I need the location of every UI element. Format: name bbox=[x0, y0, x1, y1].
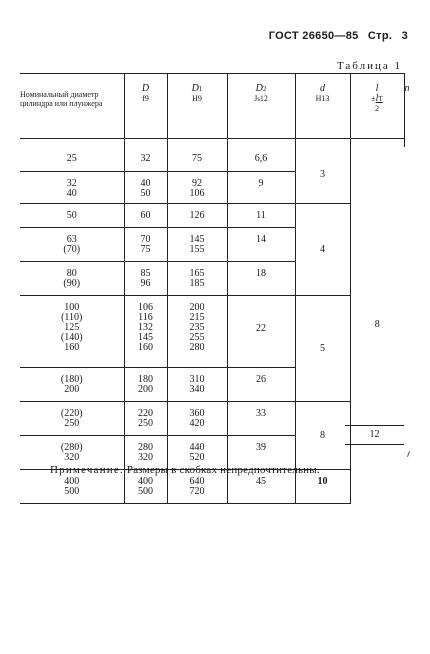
header-D2-tolerance: Js12 bbox=[254, 94, 268, 103]
header-D1-subscript: 1 bbox=[198, 85, 203, 93]
cell-D1: 75 bbox=[167, 147, 227, 172]
cell-D1: 126 bbox=[167, 204, 227, 228]
table-row bbox=[20, 296, 404, 368]
note-label: Примечание. bbox=[50, 464, 124, 476]
cell-D: 60 bbox=[124, 204, 167, 228]
header-d-symbol: d bbox=[320, 83, 325, 94]
cell-l: 3 bbox=[295, 147, 350, 204]
cell-D1: 92 106 bbox=[167, 172, 227, 204]
cell-diameter: 63 (70) bbox=[20, 228, 124, 262]
header-D2-subscript: 2 bbox=[262, 85, 267, 93]
cell-D1: 440 520 bbox=[167, 436, 227, 470]
cell-d: 18 bbox=[227, 262, 295, 296]
cell-diameter: (280) 320 bbox=[20, 436, 124, 470]
page-number: 3 bbox=[401, 30, 408, 42]
header-D1-symbol: D bbox=[191, 83, 199, 94]
cell-diameter: (180) 200 bbox=[20, 368, 124, 402]
header-D2-symbol: D bbox=[255, 83, 263, 94]
cell-diameter: 32 40 bbox=[20, 172, 124, 204]
cell-D1: 310 340 bbox=[167, 368, 227, 402]
cell-l: 8 bbox=[295, 402, 350, 470]
header-D-tolerance: f9 bbox=[142, 94, 149, 103]
header-D1 bbox=[167, 74, 227, 139]
cell-diameter: 80 (90) bbox=[20, 262, 124, 296]
cell-D1: 165 185 bbox=[167, 262, 227, 296]
header-D bbox=[124, 74, 167, 139]
cell-l: 10 bbox=[295, 470, 350, 504]
header-l bbox=[350, 74, 404, 139]
header-nominal-diameter: Номинальный диаметр цилиндра или плунжера bbox=[20, 74, 124, 139]
header-D1-tolerance: H9 bbox=[192, 94, 202, 103]
standard-number: ГОСТ 26650—85 bbox=[268, 30, 359, 42]
table-row bbox=[20, 204, 404, 228]
page-header bbox=[269, 30, 408, 42]
cell-d: 6,6 bbox=[227, 147, 295, 172]
header-l-tolerance: ±lT 2 bbox=[371, 93, 383, 113]
cell-D: 180 200 bbox=[124, 368, 167, 402]
cell-d: 33 bbox=[227, 402, 295, 436]
table-caption: Таблица 1 bbox=[336, 60, 402, 72]
cell-d: 26 bbox=[227, 368, 295, 402]
cell-d: 9 bbox=[227, 172, 295, 204]
n-last-cell: 12 bbox=[345, 425, 404, 445]
cell-D: 220 250 bbox=[124, 402, 167, 436]
cell-l: 4 bbox=[295, 204, 350, 296]
cell-D: 70 75 bbox=[124, 228, 167, 262]
cell-D1: 200 215 235 255 280 bbox=[167, 296, 227, 368]
scan-mark bbox=[407, 451, 410, 457]
header-n-symbol: n bbox=[404, 83, 410, 94]
cell-D: 106 116 132 145 160 bbox=[124, 296, 167, 368]
header-d bbox=[295, 74, 350, 139]
cell-d: 45 bbox=[227, 470, 295, 504]
cell-diameter: 400 500 bbox=[20, 470, 124, 504]
table-row bbox=[20, 147, 404, 172]
cell-D1: 360 420 bbox=[167, 402, 227, 436]
note-text: Размеры в скобках непредпочтительны. bbox=[126, 464, 320, 476]
cell-diameter: 100 (110) 125 (140) 160 bbox=[20, 296, 124, 368]
cell-d: 39 bbox=[227, 436, 295, 470]
cell-l: 5 bbox=[295, 296, 350, 402]
table-note bbox=[50, 464, 320, 476]
header-D2 bbox=[227, 74, 295, 139]
cell-D: 280 320 bbox=[124, 436, 167, 470]
cell-D: 40 50 bbox=[124, 172, 167, 204]
cell-diameter: (220) 250 bbox=[20, 402, 124, 436]
header-l-symbol: l bbox=[375, 83, 379, 94]
header-D-symbol: D bbox=[141, 83, 150, 94]
page-label: Стр. bbox=[367, 30, 393, 42]
cell-D: 85 96 bbox=[124, 262, 167, 296]
cell-D: 400 500 bbox=[124, 470, 167, 504]
header-d-tolerance: H13 bbox=[315, 94, 330, 103]
cell-d: 22 bbox=[227, 296, 295, 368]
cell-d: 11 bbox=[227, 204, 295, 228]
cell-D1: 640 720 bbox=[167, 470, 227, 504]
cell-n: 8 bbox=[350, 147, 404, 504]
table-header-row bbox=[20, 74, 404, 139]
cell-d: 14 bbox=[227, 228, 295, 262]
cell-D: 32 bbox=[124, 147, 167, 172]
cell-diameter: 25 bbox=[20, 147, 124, 172]
cell-D1: 145 155 bbox=[167, 228, 227, 262]
cell-diameter: 50 bbox=[20, 204, 124, 228]
